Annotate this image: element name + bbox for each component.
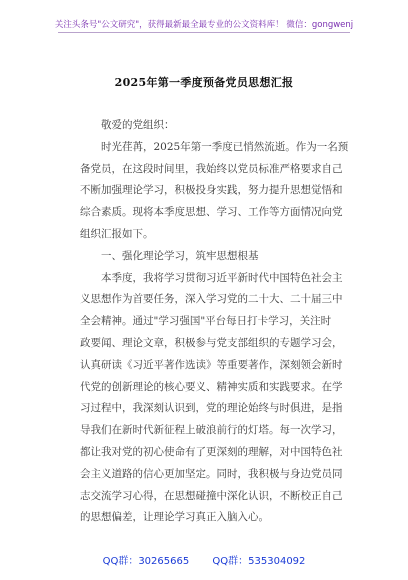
paragraph-line: 认真研读《习近平著作选读》等重要著作，深刻领会新时 [80, 358, 343, 371]
paragraph-line: 习过程中，我深刻认识到，党的理论始终与时俱进，是指 [80, 402, 343, 415]
header-divider [58, 32, 350, 33]
paragraph-line: 时光荏苒，2025年第一季度已悄然流逝。作为一名预 [101, 140, 349, 153]
footer-qq-group-1: QQ群：30265665 [102, 556, 190, 567]
paragraph-line: 备党员，在这段时间里，我始终以党员标准严格要求自己 [80, 162, 343, 175]
footer-contact [0, 552, 408, 567]
paragraph-line: 综合素质。现将本季度思想、学习、工作等方面情况向党 [80, 206, 343, 219]
header-banner: 关注头条号"公文研究"，获得最新最全最专业的公文资料库！ 微信：gongwenj [54, 20, 354, 30]
footer-qq-group-2: QQ群：535304092 [212, 556, 306, 567]
paragraph-line: 不断加强理论学习，积极投身实践，努力提升思想觉悟和 [80, 184, 343, 197]
paragraph-line: 志交流学习心得，在思想碰撞中深化认识，不断校正自己 [80, 489, 343, 502]
paragraph-line: 组织汇报如下。 [80, 227, 154, 240]
paragraph-line: 导我们在新时代新征程上破浪前行的灯塔。每一次学习， [80, 424, 343, 437]
paragraph-line: 都让我对党的初心使命有了更深刻的理解，对中国特色社 [80, 445, 343, 458]
document-title: 2025年第一季度预备党员思想汇报 [114, 76, 294, 89]
paragraph-line: 全会精神。通过"学习强国"平台每日打卡学习，关注时 [80, 315, 332, 328]
paragraph-line: 政要闻、理论文章，积极参与党支部组织的专题学习会， [80, 336, 343, 349]
paragraph-line: 的思想偏差，让理论学习真正入脑入心。 [80, 511, 269, 524]
paragraph-line: 会主义道路的信心更加坚定。同时，我积极与身边党员同 [80, 467, 343, 480]
paragraph-line: 本季度，我将学习贯彻习近平新时代中国特色社会主 [101, 271, 343, 284]
paragraph-line: 义思想作为首要任务，深入学习党的二十大、二十届三中 [80, 293, 343, 306]
section-heading: 一、强化理论学习，筑牢思想根基 [101, 249, 259, 262]
salutation: 敬爱的党组织： [101, 119, 175, 131]
paragraph-line: 代党的创新理论的核心要义、精神实质和实践要求。在学 [80, 380, 343, 393]
document-body [80, 115, 354, 529]
